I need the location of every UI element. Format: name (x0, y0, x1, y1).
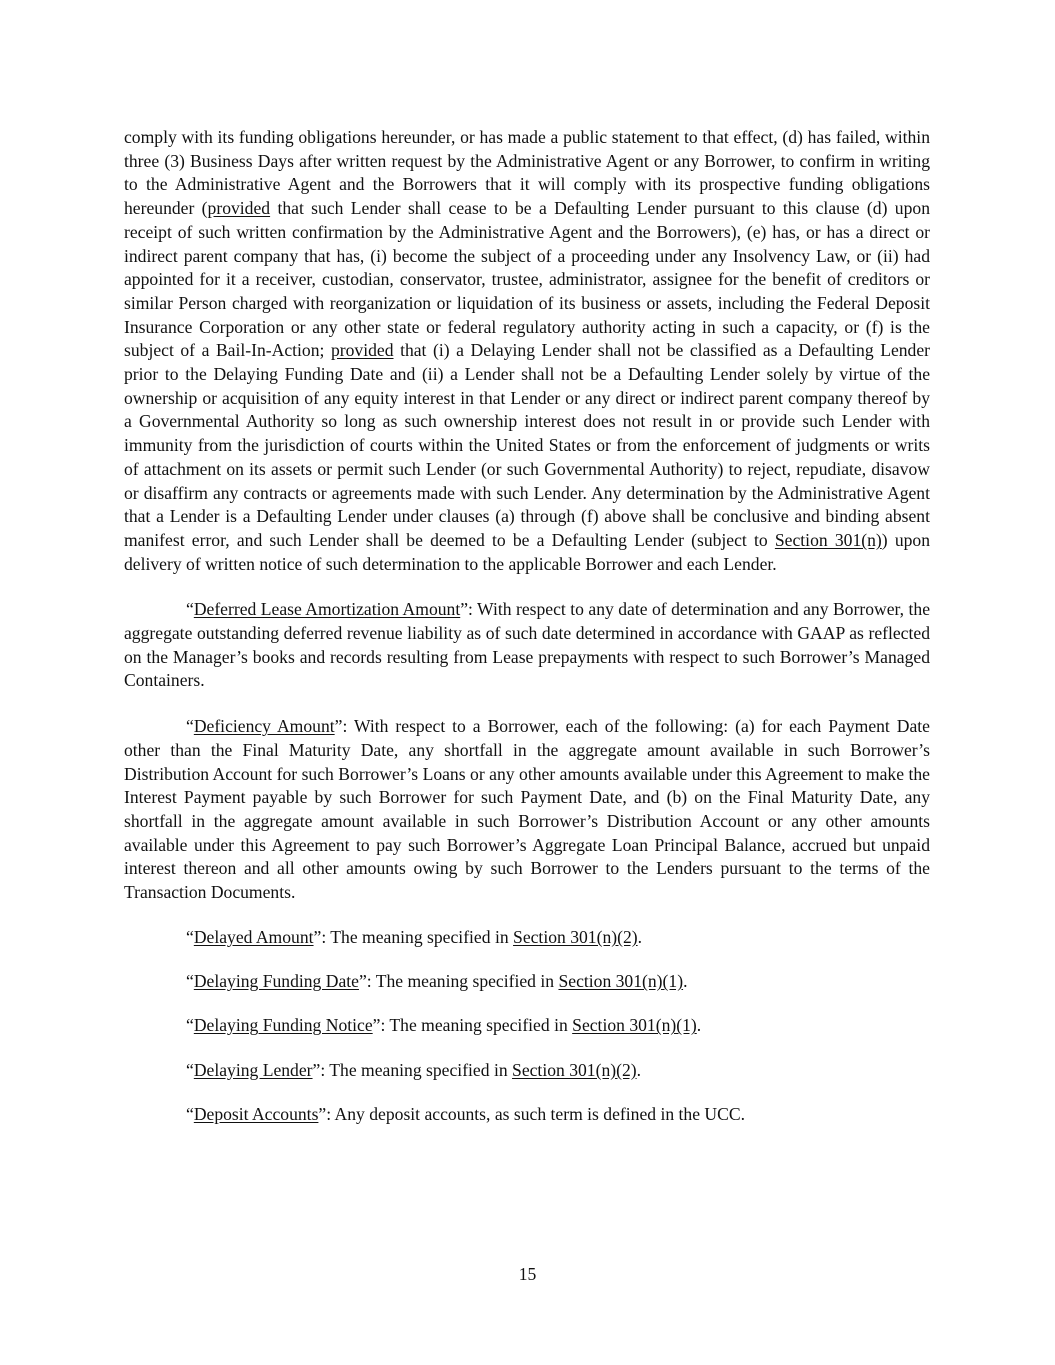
section-reference: Section 301(n)(2) (513, 926, 638, 947)
section-reference: Section 301(n)(2) (512, 1059, 637, 1080)
defined-term: Deficiency Amount (193, 716, 335, 737)
open-quote: “ (186, 1015, 194, 1036)
definition-text: ”: The meaning specified in (312, 1059, 513, 1080)
provided-term: provided (207, 198, 271, 219)
document-page (124, 126, 930, 1127)
section-reference: Section 301(n)(1) (558, 971, 684, 992)
deposit-accounts-definition (124, 1103, 930, 1127)
open-quote: “ (186, 1103, 194, 1124)
definition-text: ”: With respect to any date of determination and any Borrower, the aggregate outstanding deferred revenue liability as of such date determined in accordance with GAAP as reflected on the Manager’s books and records resulting from Lease prepayments with respect to such Borrower’s Managed Containers. (124, 599, 930, 691)
open-quote: “ (186, 1059, 194, 1080)
defined-term: Delaying Funding Date (193, 971, 359, 992)
definition-end: . (637, 926, 643, 947)
provided-term: provided (330, 340, 394, 361)
open-quote: “ (186, 926, 194, 947)
definition-end: . (683, 971, 688, 992)
definition-text: ”: The meaning specified in (313, 926, 514, 947)
paragraph-text: that such Lender shall cease to be a Defaulting Lender pursuant to this clause (d) upon receipt of such written confirmation by the Administrative Agent and the Borrowers), (e) has, or has a direct or indirect parent company that has, (i) become the subject of a proceeding under any Insolvency Law, or (ii) had appointed for it a receiver, custodian, conservator, trustee, administrator, assignee for the benefit of creditors or similar Person charged with reorganization or liquidation of its business or assets, including the Federal Deposit Insurance Corporation or any other state or federal regulatory authority acting in such a capacity, or (f) is the subject of a Bail-In-Action; (124, 198, 930, 361)
defined-term: Delayed Amount (193, 926, 314, 947)
paragraph-text: ) upon delivery of written notice of such determination to the applicable Borrower and each Lender. (124, 529, 931, 574)
defined-term: Delaying Lender (193, 1059, 313, 1080)
page-number: 15 (518, 1264, 537, 1284)
section-reference: Section 301(n)(1) (572, 1015, 697, 1036)
deferred-lease-amortization-definition (124, 598, 930, 693)
delaying-lender-definition (124, 1059, 930, 1083)
defined-term: Deferred Lease Amortization Amount (193, 599, 461, 620)
open-quote: “ (186, 599, 194, 620)
open-quote: “ (186, 971, 194, 992)
definition-end: . (696, 1015, 702, 1036)
delayed-amount-definition (124, 926, 930, 950)
paragraph-text: comply with its funding obligations hereunder, or has made a public statement to that effect, (d) has failed, within three (3) Business Days after written request by the Administrative Agent or any Borrower, to confirm in writing to the Administrative Agent and the Borrowers that it will comply with its prospective funding obligations hereunder ( (124, 127, 930, 219)
defaulting-lender-continuation-paragraph (124, 126, 930, 576)
paragraph-text: that (i) a Delaying Lender shall not be classified as a Defaulting Lender prior to the Delaying Funding Date and (ii) a Lender shall not be a Defaulting Lender solely by virtue of the ownership or acquisition of any equity interest in that Lender or any direct or indirect parent company thereof by a Governmental Authority so long as such ownership interest does not result in or provide such Lender with immunity from the jurisdiction of courts within the United States or from the enforcement of judgments or writs of attachment on its assets or permit such Lender (or such Governmental Authority) to reject, repudiate, disavow or disaffirm any contracts or agreements made with such Lender. Any determination by the Administrative Agent that a Lender is a Defaulting Lender under clauses (a) through (f) above shall be conclusive and binding absent manifest error, and such Lender shall be deemed to be a Defaulting Lender (subject to (124, 340, 931, 550)
open-quote: “ (186, 716, 194, 737)
definition-text: ”: The meaning specified in (358, 971, 559, 992)
defined-term: Delaying Funding Notice (193, 1015, 373, 1036)
definition-text: ”: Any deposit accounts, as such term is defined in the UCC. (318, 1103, 745, 1124)
deficiency-amount-definition (124, 715, 930, 905)
defined-term: Deposit Accounts (193, 1103, 319, 1124)
delaying-funding-date-definition (124, 970, 930, 994)
definition-text: ”: The meaning specified in (372, 1015, 573, 1036)
definition-end: . (636, 1059, 642, 1080)
definition-text: ”: With respect to a Borrower, each of the following: (a) for each Payment Date other than the Final Maturity Date, any shortfall in the aggregate amount available in such Borrower’s Distribution Account for such Borrower’s Loans or any other amounts available under this Agreement to make the Interest Payment payable by such Borrower for such Payment Date, and (b) on the Final Maturity Date, any shortfall in the aggregate amount available in such Borrower’s Distribution Account or any other amounts available under this Agreement to pay such Borrower’s Aggregate Loan Principal Balance, accrued but unpaid interest thereon and all other amounts owing by such Borrower to the Lenders pursuant to the terms of the Transaction Documents. (124, 716, 930, 903)
delaying-funding-notice-definition (124, 1014, 930, 1038)
section-reference: Section 301(n) (774, 529, 882, 550)
